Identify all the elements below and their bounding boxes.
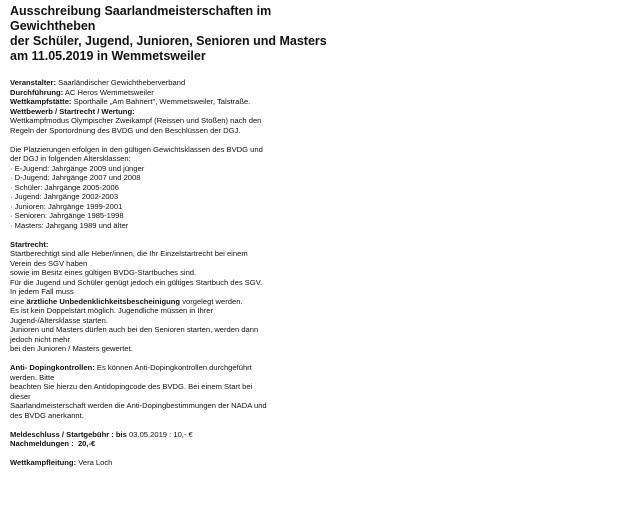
- startrecht-text: Jugend-/Altersklasse starten.: [10, 315, 108, 325]
- durchfuehrung-value: AC Heros Wemmetsweiler: [63, 87, 154, 97]
- document-title: [10, 4, 327, 64]
- nachmeldungen-value: 20,-€: [77, 439, 96, 448]
- durchfuehrung-label: Durchführung:: [10, 87, 64, 97]
- doping-text: werden. Bitte: [10, 372, 55, 382]
- startrecht-text: Junioren und Masters dürfen auch bei den Senioren starten, werden dann: [10, 325, 259, 334]
- startrecht-text: In jedem Fall muss: [10, 287, 74, 296]
- wettkampfstaette-row: [10, 97, 278, 107]
- veranstalter-value: Saarländischer Gewichtheberverband: [56, 78, 186, 87]
- nachmeldungen-row: [10, 439, 278, 449]
- startrecht-section: [10, 240, 278, 354]
- doping-section: [10, 363, 278, 420]
- doping-text: beachten Sie hierzu den Antidopingcode des BVDG. Bei einem Start bei: [10, 382, 253, 391]
- list-item: · Masters: Jahrgang 1989 und älter: [10, 220, 129, 230]
- meldeschluss-row: [10, 430, 278, 440]
- leitung-section: [10, 458, 278, 468]
- wettbewerb-heading: Wettbewerb / Startrecht / Wertung:: [10, 106, 135, 116]
- altersklassen-section: [10, 145, 278, 231]
- startrecht-text: sowie im Besitz eines gültigen BVDG-Startbuches sind.: [10, 268, 197, 277]
- list-item: · E-Jugend: Jahrgänge 2009 und jünger: [10, 163, 145, 173]
- doping-text: des BVDG anerkannt.: [10, 410, 84, 420]
- text-fragment: vorgelegt werden.: [180, 296, 243, 306]
- meldeschluss-label: Meldeschluss / Startgebühr :: [10, 429, 114, 439]
- meldeschluss-value: 03.05.2019 : 10,- €: [129, 429, 193, 439]
- text-fragment: bis: [113, 429, 130, 439]
- doping-text: Saarlandmeisterschaft werden die Anti-Dopingbestimmungen der NADA und: [10, 401, 267, 410]
- veranstalter-label: Veranstalter:: [10, 78, 57, 87]
- meldung-section: [10, 430, 278, 449]
- title-line: am 11.05.2019 in Wemmetsweiler: [10, 49, 206, 63]
- doping-text: dieser: [10, 391, 31, 401]
- startrecht-heading: Startrecht:: [10, 239, 49, 249]
- startrecht-text: [10, 297, 278, 307]
- leitung-label: Wettkampfleitung:: [10, 458, 77, 467]
- wettbewerb-text: Wettkampfmodus Olympischer Zweikampf (Reissen und Stoßen) nach den: [10, 116, 262, 125]
- leitung-value: Vera Loch: [76, 458, 113, 467]
- list-item: · Senioren: Jahrgänge 1985-1998: [10, 211, 124, 220]
- title-line: Ausschreibung Saarlandmeisterschaften im: [10, 4, 272, 18]
- unbedenklichkeit-emphasis: ärztliche Unbedenklichkeitsbescheinigung: [26, 296, 181, 306]
- list-item: · Jugend: Jahrgänge 2002-2003: [10, 192, 119, 201]
- veranstalter-row: [10, 78, 278, 88]
- startrecht-text: bei den Junioren / Masters gewertet.: [10, 344, 133, 353]
- durchfuehrung-row: [10, 88, 278, 98]
- text-fragment: eine: [10, 296, 27, 306]
- list-item: · Schüler: Jahrgänge 2005-2006: [10, 182, 119, 192]
- startrecht-text: Für die Jugend und Schüler genügt jedoch ein gültiges Startbuch des SGV.: [10, 277, 263, 287]
- nachmeldungen-label: Nachmeldungen :: [10, 439, 74, 448]
- text-fragment: Es können Anti-Dopingkontrollen durchgeführt: [94, 363, 252, 372]
- wettkampfstaette-label: Wettkampfstätte:: [10, 97, 72, 106]
- wettkampfstaette-value: Sporthalle „Am Bahnert", Wemmetsweiler, Talstraße.: [71, 97, 251, 106]
- list-item: · Junioren: Jahrgänge 1999-2001: [10, 201, 123, 211]
- info-section: [10, 78, 278, 135]
- title-line: Gewichtheben: [10, 19, 96, 33]
- altersklassen-intro: Die Platzierungen erfolgen in den gültigen Gewichtsklassen des BVDG und: [10, 144, 263, 154]
- list-item: · D-Jugend: Jahrgänge 2007 und 2008: [10, 173, 141, 182]
- wettbewerb-text: Regeln der Sportordnung des BVDG und den Beschlüssen der DGJ.: [10, 125, 241, 135]
- startrecht-text: Startberechtigt sind alle Heber/innen, die Ihr Einzelstartrecht bei einem: [10, 249, 248, 258]
- leitung-row: [10, 458, 278, 468]
- doping-text: [10, 363, 278, 373]
- startrecht-text: Es ist kein Doppelstart möglich. Jugendliche müssen in Ihrer: [10, 306, 214, 315]
- startrecht-text: Verein des SGV haben: [10, 258, 88, 268]
- altersklassen-intro: der DGJ in folgenden Altersklassen:: [10, 154, 131, 163]
- doping-heading: Anti- Dopingkontrollen:: [10, 363, 95, 372]
- startrecht-text: jedoch nicht mehr: [10, 334, 70, 344]
- title-line: der Schüler, Jugend, Junioren, Senioren und Masters: [10, 34, 327, 48]
